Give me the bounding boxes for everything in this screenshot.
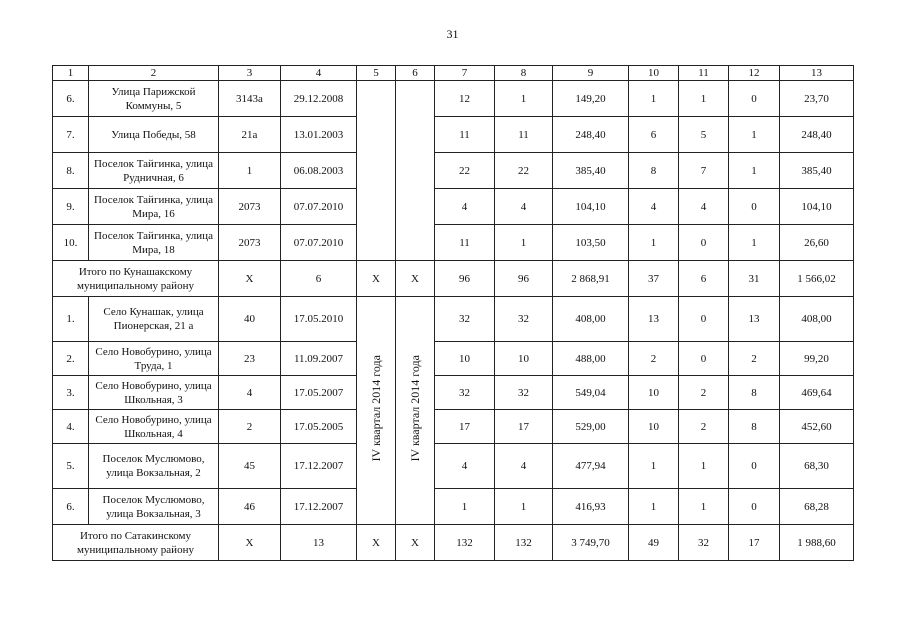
- date: 06.08.2003: [281, 153, 357, 189]
- period-cell: [396, 297, 435, 525]
- cell: 529,00: [553, 410, 629, 444]
- house-number: 2073: [219, 225, 281, 261]
- cell: 17: [729, 525, 780, 561]
- total-row: [53, 525, 854, 561]
- row-number: 10.: [53, 225, 89, 261]
- cell: 13: [629, 297, 679, 342]
- period-cell: [357, 297, 396, 525]
- cell: 11: [435, 117, 495, 153]
- header-cell: 2: [89, 66, 219, 81]
- house-number: 2: [219, 410, 281, 444]
- cell: Х: [219, 261, 281, 297]
- date: 17.05.2010: [281, 297, 357, 342]
- address: Село Новобурино, улица Труда, 1: [89, 342, 219, 376]
- cell: 17: [495, 410, 553, 444]
- table-row: [53, 297, 854, 342]
- header-cell: 8: [495, 66, 553, 81]
- table-row: [53, 225, 854, 261]
- house-number: 3143а: [219, 81, 281, 117]
- cell: 452,60: [780, 410, 854, 444]
- cell: 488,00: [553, 342, 629, 376]
- cell: 408,00: [780, 297, 854, 342]
- page-number: 31: [446, 27, 459, 41]
- cell: 5: [679, 117, 729, 153]
- header-cell: 13: [780, 66, 854, 81]
- cell: 104,10: [553, 189, 629, 225]
- cell: 132: [495, 525, 553, 561]
- date: 17.12.2007: [281, 489, 357, 525]
- cell: 6: [629, 117, 679, 153]
- header-cell: 3: [219, 66, 281, 81]
- address: Село Новобурино, улица Школьная, 4: [89, 410, 219, 444]
- cell: 8: [629, 153, 679, 189]
- cell: 408,00: [553, 297, 629, 342]
- cell: 4: [495, 444, 553, 489]
- table-row: [53, 410, 854, 444]
- cell: 11: [435, 225, 495, 261]
- cell: 11: [495, 117, 553, 153]
- row-number: 8.: [53, 153, 89, 189]
- table-row: [53, 376, 854, 410]
- house-number: 4: [219, 376, 281, 410]
- cell: 469,64: [780, 376, 854, 410]
- row-number: 5.: [53, 444, 89, 489]
- cell: 10: [629, 376, 679, 410]
- table-row: [53, 342, 854, 376]
- cell: 31: [729, 261, 780, 297]
- address: Поселок Муслюмово, улица Вокзальная, 2: [89, 444, 219, 489]
- address: Поселок Тайгинка, улица Рудничная, 6: [89, 153, 219, 189]
- cell: 385,40: [780, 153, 854, 189]
- house-number: 45: [219, 444, 281, 489]
- cell: 4: [435, 444, 495, 489]
- header-cell: 11: [679, 66, 729, 81]
- house-number: 40: [219, 297, 281, 342]
- cell: 22: [495, 153, 553, 189]
- cell: 32: [435, 297, 495, 342]
- empty-merged-cell: [396, 81, 435, 261]
- header-cell: 5: [357, 66, 396, 81]
- cell: 1: [729, 153, 780, 189]
- cell: 1: [679, 444, 729, 489]
- cell: 17: [435, 410, 495, 444]
- header-cell: 10: [629, 66, 679, 81]
- date: 29.12.2008: [281, 81, 357, 117]
- cell: 32: [679, 525, 729, 561]
- address: Поселок Тайгинка, улица Мира, 16: [89, 189, 219, 225]
- address: Улица Парижской Коммуны, 5: [89, 81, 219, 117]
- row-number: 6.: [53, 489, 89, 525]
- date: 17.05.2007: [281, 376, 357, 410]
- cell: 3 749,70: [553, 525, 629, 561]
- cell: 1 988,60: [780, 525, 854, 561]
- house-number: 2073: [219, 189, 281, 225]
- row-number: 6.: [53, 81, 89, 117]
- cell: 4: [629, 189, 679, 225]
- address: Поселок Тайгинка, улица Мира, 18: [89, 225, 219, 261]
- cell: 7: [679, 153, 729, 189]
- cell: 1: [495, 225, 553, 261]
- total-label: Итого по Кунашакскому муниципальному району: [53, 261, 219, 297]
- row-number: 2.: [53, 342, 89, 376]
- cell: 477,94: [553, 444, 629, 489]
- period-text: IV квартал 2014 года: [369, 355, 383, 462]
- cell: 96: [435, 261, 495, 297]
- row-number: 7.: [53, 117, 89, 153]
- table-row: [53, 444, 854, 489]
- cell: 1: [679, 81, 729, 117]
- table-row: [53, 117, 854, 153]
- cell: 385,40: [553, 153, 629, 189]
- cell: 37: [629, 261, 679, 297]
- cell: 0: [679, 342, 729, 376]
- cell: 1: [495, 489, 553, 525]
- table-row: [53, 489, 854, 525]
- cell: 1: [629, 225, 679, 261]
- empty-merged-cell: [357, 81, 396, 261]
- cell: 4: [495, 189, 553, 225]
- cell: 13: [729, 297, 780, 342]
- cell: 23,70: [780, 81, 854, 117]
- cell: 0: [729, 444, 780, 489]
- cell: 1: [729, 117, 780, 153]
- header-cell: 9: [553, 66, 629, 81]
- cell: 10: [629, 410, 679, 444]
- cell: 104,10: [780, 189, 854, 225]
- cell: 0: [679, 225, 729, 261]
- header-cell: 7: [435, 66, 495, 81]
- cell: 68,28: [780, 489, 854, 525]
- program-table: [52, 65, 854, 561]
- cell: 1 566,02: [780, 261, 854, 297]
- table-row: [53, 81, 854, 117]
- cell: 26,60: [780, 225, 854, 261]
- cell: 68,30: [780, 444, 854, 489]
- header-row: [53, 66, 854, 81]
- cell: 32: [495, 376, 553, 410]
- cell: 1: [435, 489, 495, 525]
- cell: 12: [435, 81, 495, 117]
- header-cell: 4: [281, 66, 357, 81]
- cell: 1: [729, 225, 780, 261]
- cell: 0: [729, 81, 780, 117]
- cell: Х: [357, 525, 396, 561]
- cell: Х: [396, 261, 435, 297]
- cell: 32: [495, 297, 553, 342]
- cell: 32: [435, 376, 495, 410]
- cell: 13: [281, 525, 357, 561]
- cell: 6: [281, 261, 357, 297]
- cell: 1: [629, 444, 679, 489]
- header-cell: 6: [396, 66, 435, 81]
- cell: 49: [629, 525, 679, 561]
- cell: 1: [629, 489, 679, 525]
- row-number: 4.: [53, 410, 89, 444]
- address: Село Новобурино, улица Школьная, 3: [89, 376, 219, 410]
- date: 13.01.2003: [281, 117, 357, 153]
- cell: 416,93: [553, 489, 629, 525]
- total-row: [53, 261, 854, 297]
- address: Улица Победы, 58: [89, 117, 219, 153]
- cell: 6: [679, 261, 729, 297]
- cell: 4: [435, 189, 495, 225]
- cell: 248,40: [780, 117, 854, 153]
- house-number: 1: [219, 153, 281, 189]
- date: 07.07.2010: [281, 225, 357, 261]
- cell: 1: [679, 489, 729, 525]
- cell: 2: [729, 342, 780, 376]
- period-text: IV квартал 2014 года: [408, 355, 422, 462]
- cell: 10: [495, 342, 553, 376]
- table-row: [53, 189, 854, 225]
- cell: 549,04: [553, 376, 629, 410]
- date: 11.09.2007: [281, 342, 357, 376]
- house-number: 21а: [219, 117, 281, 153]
- cell: 2: [679, 376, 729, 410]
- cell: 22: [435, 153, 495, 189]
- cell: Х: [357, 261, 396, 297]
- cell: 2: [629, 342, 679, 376]
- house-number: 46: [219, 489, 281, 525]
- total-label: Итого по Сатакинскому муниципальному району: [53, 525, 219, 561]
- cell: Х: [396, 525, 435, 561]
- address: Село Кунашак, улица Пионерская, 21 а: [89, 297, 219, 342]
- cell: 1: [629, 81, 679, 117]
- row-number: 1.: [53, 297, 89, 342]
- cell: 248,40: [553, 117, 629, 153]
- cell: 2: [679, 410, 729, 444]
- cell: 99,20: [780, 342, 854, 376]
- header-cell: 12: [729, 66, 780, 81]
- cell: 1: [495, 81, 553, 117]
- cell: Х: [219, 525, 281, 561]
- cell: 0: [679, 297, 729, 342]
- cell: 2 868,91: [553, 261, 629, 297]
- table-row: [53, 153, 854, 189]
- cell: 10: [435, 342, 495, 376]
- cell: 0: [729, 189, 780, 225]
- cell: 132: [435, 525, 495, 561]
- date: 07.07.2010: [281, 189, 357, 225]
- house-number: 23: [219, 342, 281, 376]
- row-number: 3.: [53, 376, 89, 410]
- cell: 103,50: [553, 225, 629, 261]
- address: Поселок Муслюмово, улица Вокзальная, 3: [89, 489, 219, 525]
- cell: 0: [729, 489, 780, 525]
- row-number: 9.: [53, 189, 89, 225]
- cell: 4: [679, 189, 729, 225]
- cell: 8: [729, 376, 780, 410]
- cell: 96: [495, 261, 553, 297]
- header-cell: 1: [53, 66, 89, 81]
- date: 17.05.2005: [281, 410, 357, 444]
- date: 17.12.2007: [281, 444, 357, 489]
- cell: 8: [729, 410, 780, 444]
- cell: 149,20: [553, 81, 629, 117]
